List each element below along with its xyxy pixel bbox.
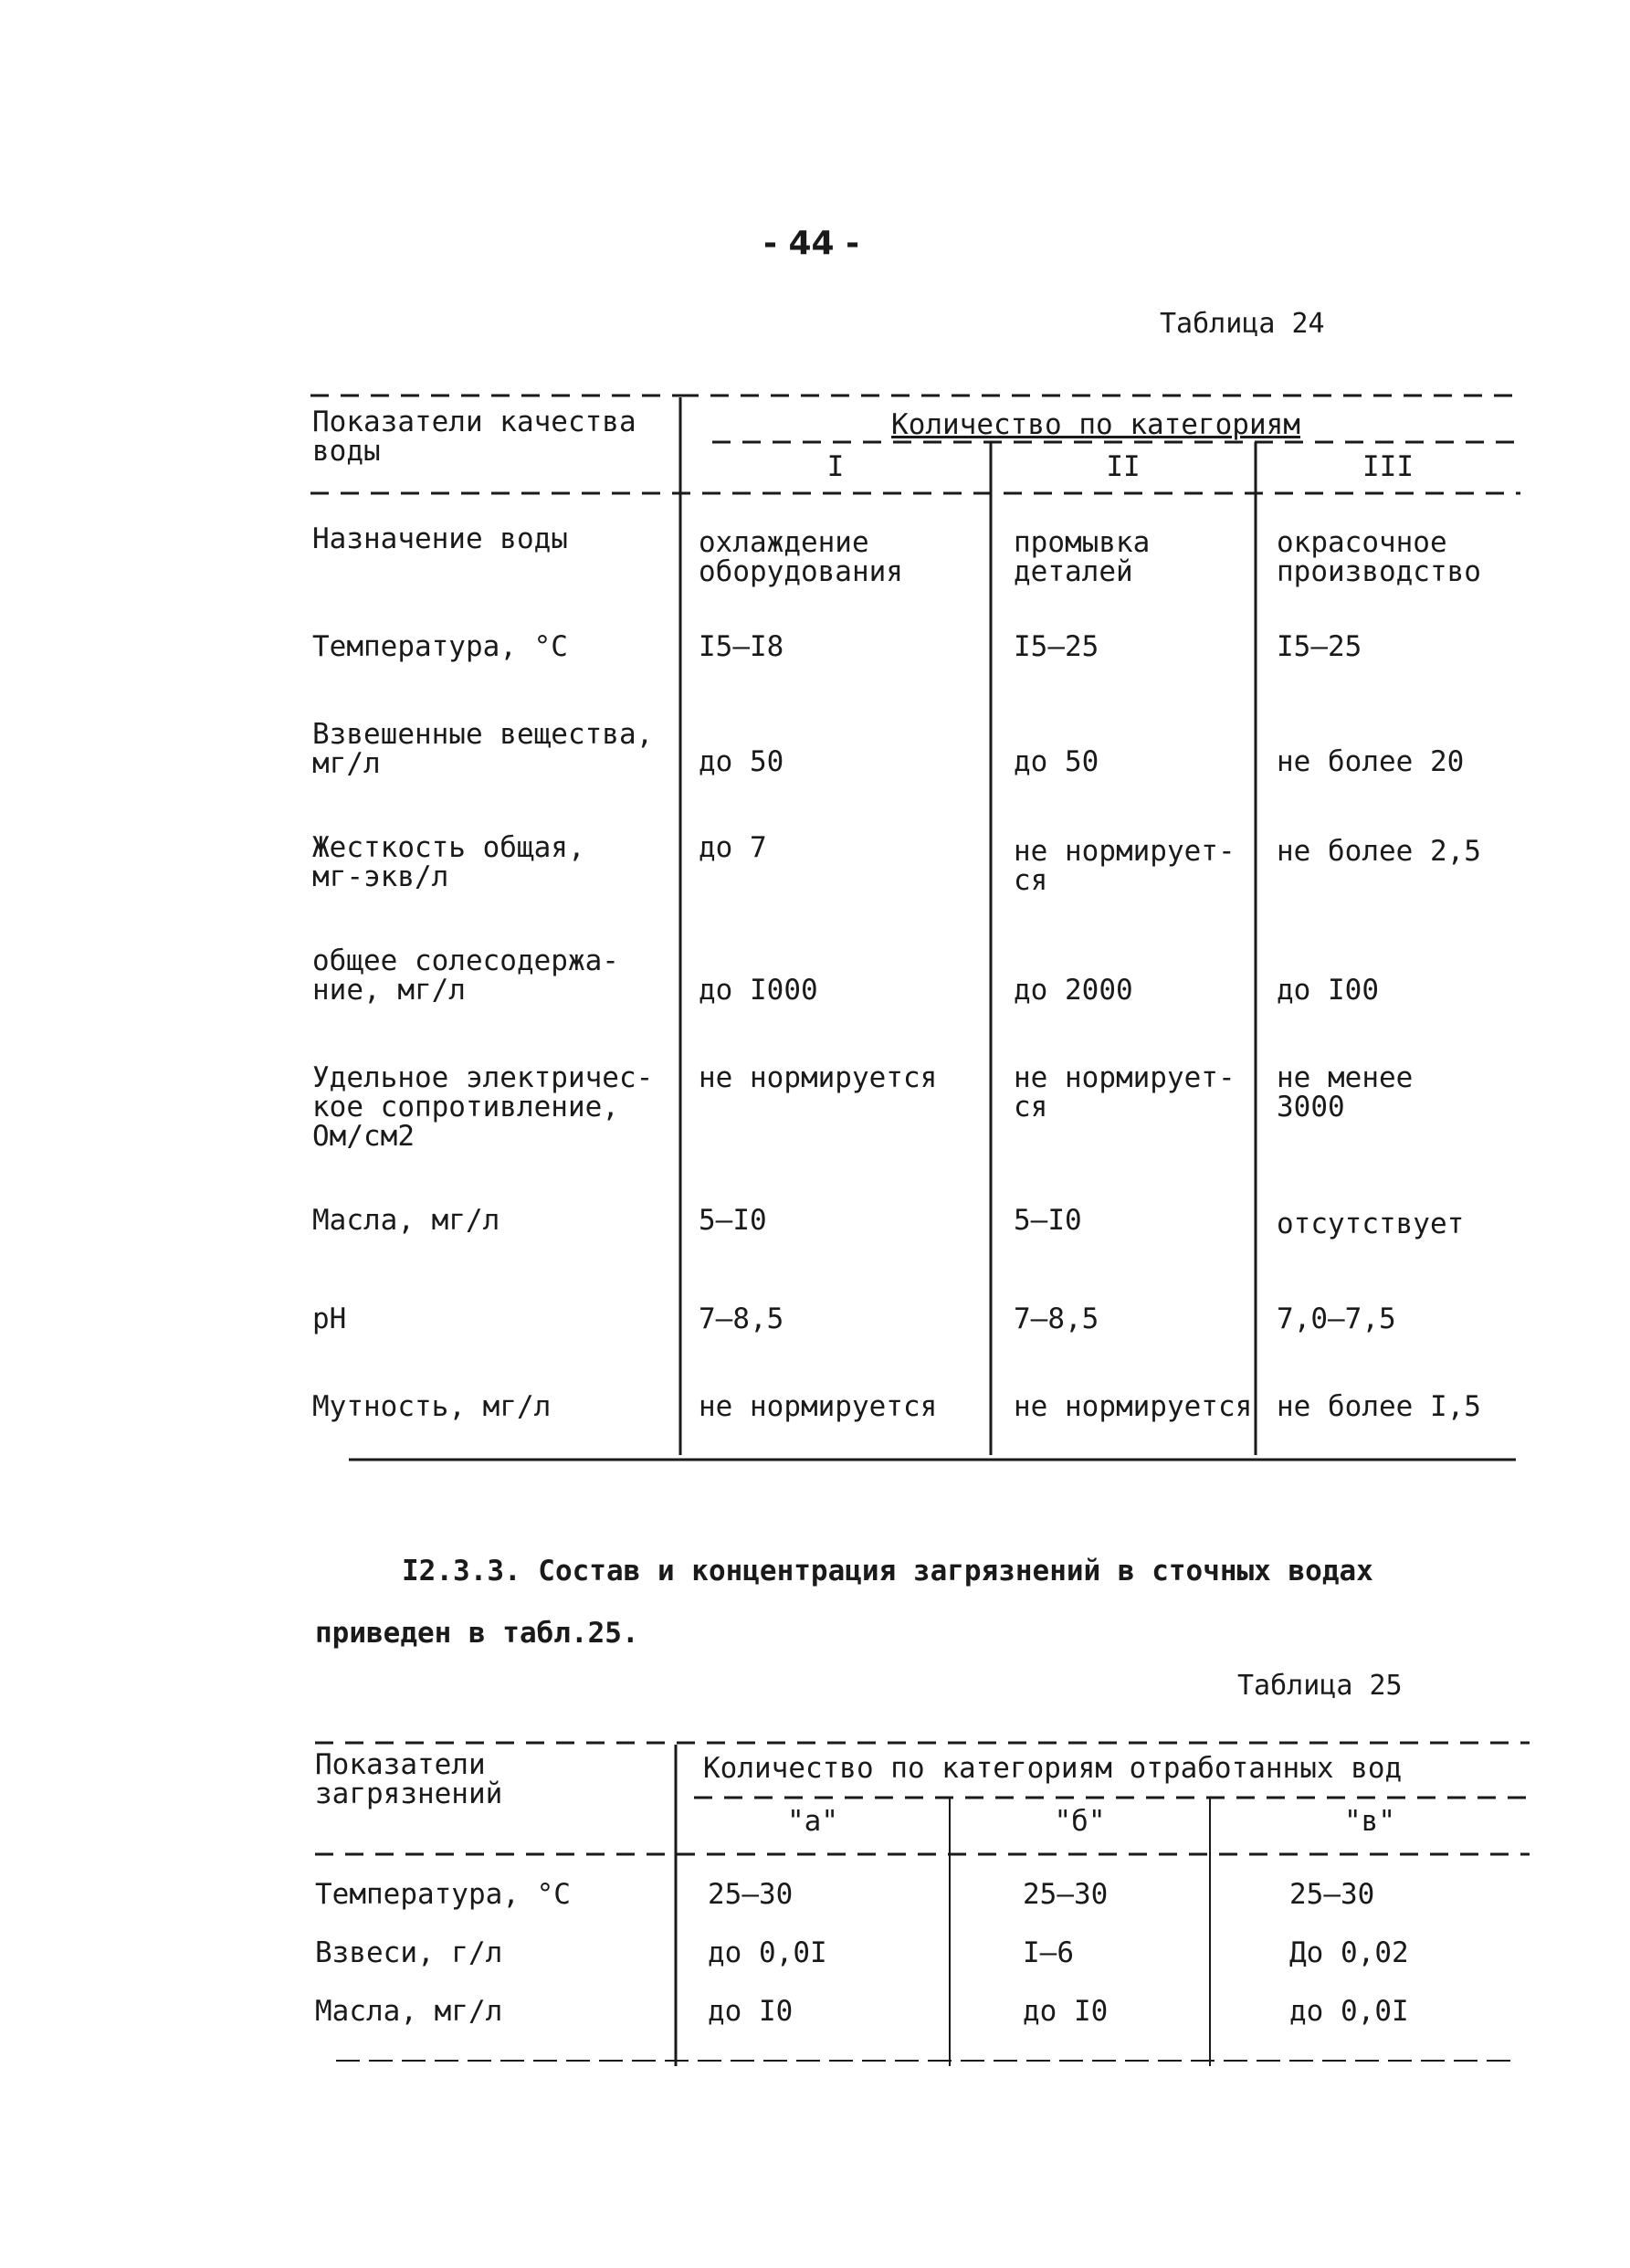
table-24-cat-1-value: охлаждение оборудования xyxy=(699,526,903,588)
table-24-cat-2-value: до 2000 xyxy=(1014,974,1133,1007)
table-24-cat-2-value: промывка деталей xyxy=(1014,526,1151,588)
table-24-cat-1-value: не нормируется xyxy=(699,1390,938,1423)
table-24-header-cat-2: II xyxy=(1106,450,1141,483)
table-24-indicator: Жесткость общая, мг-экв/л xyxy=(312,831,585,893)
table-25-header-cat-c: "в" xyxy=(1344,1805,1395,1838)
table-24-cat-1-value: I5–I8 xyxy=(699,630,784,663)
table-24-cat-3-value: не более 20 xyxy=(1277,745,1465,778)
table-25-header-cat-a: "а" xyxy=(787,1805,838,1838)
table-24-indicator: общее солесодержа- ние, мг/л xyxy=(312,944,619,1007)
table-24-indicator: Температура, °C xyxy=(312,630,568,663)
table-24-header-cat-1: I xyxy=(826,450,845,483)
table-24-indicator: pH xyxy=(312,1303,347,1335)
table-25-indicator: Температура, °C xyxy=(315,1878,571,1911)
page-number: - 44 - xyxy=(763,225,860,262)
table-24-cat-2-value: 5–I0 xyxy=(1014,1204,1082,1237)
paragraph-line-2: приведен в табл.25. xyxy=(315,1617,639,1650)
table-25-indicator: Взвеси, г/л xyxy=(315,1936,503,1969)
table-24-cat-1-value: до I000 xyxy=(699,974,818,1007)
table-24-cat-2-value: 7–8,5 xyxy=(1014,1303,1099,1335)
table-24-cat-3-value: не более I,5 xyxy=(1277,1390,1481,1423)
table-24-indicator: Масла, мг/л xyxy=(312,1204,500,1237)
table-25-cat-b-value: до I0 xyxy=(1023,1995,1109,2028)
table-24-caption: Таблица 24 xyxy=(1160,308,1325,340)
table-24-cat-2-value: до 50 xyxy=(1014,745,1099,778)
table-24-cat-2-value: I5–25 xyxy=(1014,630,1099,663)
table-24-cat-3-value: 7,0–7,5 xyxy=(1277,1303,1396,1335)
table-24-cat-1-value: 7–8,5 xyxy=(699,1303,784,1335)
table-24-indicator: Удельное электричес- кое сопротивление, Ом/см2 xyxy=(312,1061,654,1153)
table-24-indicator: Взвешенные вещества, мг/л xyxy=(312,718,654,780)
table-24-cat-2-value: не нормирует- ся xyxy=(1014,1061,1236,1123)
table-25-header-cat-b: "б" xyxy=(1054,1805,1106,1838)
table-24-header-group: Количество по категориям xyxy=(891,408,1300,441)
table-25-header-group: Количество по категориям отработанных вод xyxy=(703,1752,1403,1785)
paragraph-line-1: I2.3.3. Состав и концентрация загрязнений в сточных водах xyxy=(402,1555,1373,1588)
table-24-cat-1-value: до 50 xyxy=(699,745,784,778)
table-24-cat-1-value: до 7 xyxy=(699,831,767,864)
table-25-cat-c-value: 25–30 xyxy=(1289,1878,1375,1911)
table-25-header-indicator: Показатели загрязнений xyxy=(315,1748,503,1810)
table-24-indicator: Мутность, мг/л xyxy=(312,1390,552,1423)
table-24-header-indicator: Показатели качества воды xyxy=(312,406,636,468)
table-25-cat-a-value: до 0,0I xyxy=(708,1936,827,1969)
table-25-indicator: Масла, мг/л xyxy=(315,1995,503,2028)
table-25-cat-c-value: До 0,02 xyxy=(1289,1936,1409,1969)
table-25-cat-c-value: до 0,0I xyxy=(1289,1995,1409,2028)
table-24-cat-3-value: окрасочное производство xyxy=(1277,526,1481,588)
table-24-indicator: Назначение воды xyxy=(312,522,568,555)
table-24-cat-3-value: не более 2,5 xyxy=(1277,835,1481,868)
table-25-cat-a-value: 25–30 xyxy=(708,1878,794,1911)
table-24-cat-2-value: не нормирует- ся xyxy=(1014,835,1236,897)
table-25-cat-b-value: 25–30 xyxy=(1023,1878,1109,1911)
table-24-cat-3-value: отсутствует xyxy=(1277,1208,1465,1240)
table-24-cat-2-value: не нормируется xyxy=(1014,1390,1253,1423)
table-25-caption: Таблица 25 xyxy=(1237,1670,1403,1702)
table-24-cat-3-value: до I00 xyxy=(1277,974,1379,1007)
table-24-header-cat-3: III xyxy=(1362,450,1414,483)
table-24-cat-1-value: не нормируется xyxy=(699,1061,938,1094)
table-25-cat-b-value: I–6 xyxy=(1023,1936,1074,1969)
table-25-cat-a-value: до I0 xyxy=(708,1995,794,2028)
table-24-cat-3-value: не менее 3000 xyxy=(1277,1061,1414,1123)
table-24-cat-1-value: 5–I0 xyxy=(699,1204,767,1237)
table-24-cat-3-value: I5–25 xyxy=(1277,630,1362,663)
